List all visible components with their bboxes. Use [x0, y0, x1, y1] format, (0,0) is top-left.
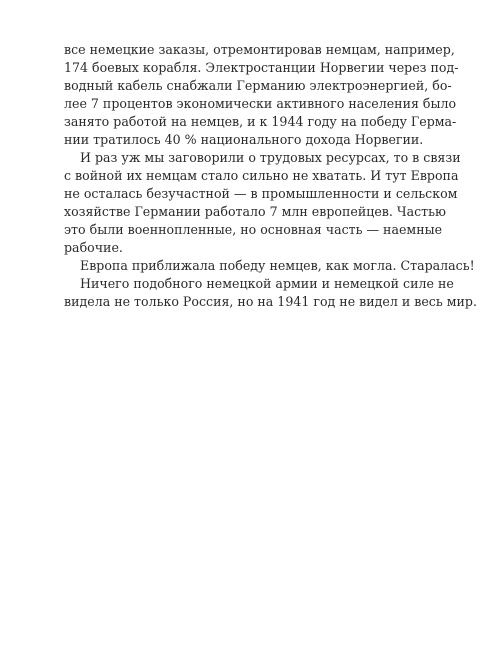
text-line: Ничего подобного немецкой армии и немецкой силе не — [80, 276, 454, 291]
text-line: лее 7 процентов экономически активного населения было — [64, 96, 457, 111]
text-line: рабочие. — [64, 240, 123, 255]
text-line: это были военнопленные, но основная часть — наемные — [64, 222, 443, 237]
text-line: не осталась безучастной — в промышленности и сельском — [64, 186, 458, 201]
body-text — [64, 41, 477, 311]
text-line: 174 боевых корабля. Электростанции Норвегии через под- — [64, 60, 459, 75]
text-line: занято работой на немцев, и к 1944 году на победу Герма- — [64, 114, 457, 129]
text-line: хозяйстве Германии работало 7 млн европейцев. Частью — [64, 204, 446, 219]
text-line: Европа приближала победу немцев, как могла. Старалась! — [80, 258, 475, 273]
text-line: все немецкие заказы, отремонтировав немцам, например, — [64, 42, 455, 57]
text-line: с войной их немцам стало сильно не хватать. И тут Европа — [64, 168, 459, 183]
text-line: водный кабель снабжали Германию электроэнергией, бо- — [64, 78, 452, 93]
text-line: видела не только Россия, но на 1941 год не видел и весь мир. — [64, 294, 477, 309]
text-line: И раз уж мы заговорили о трудовых ресурсах, то в связи — [80, 150, 461, 165]
text-line: нии тратилось 40 % национального дохода Норвегии. — [64, 132, 424, 147]
